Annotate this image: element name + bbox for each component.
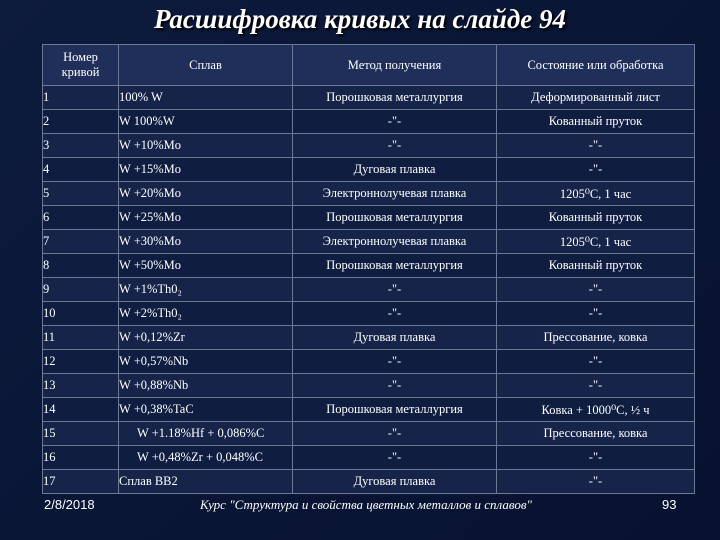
table-row <box>43 422 695 446</box>
cell-method: Порошковая металлургия <box>293 206 497 230</box>
header-alloy: Сплав <box>119 45 293 86</box>
cell-method: Порошковая металлургия <box>293 398 497 422</box>
cell-curve-number: 11 <box>43 326 119 350</box>
table-row <box>43 206 695 230</box>
table-body <box>43 86 695 494</box>
table-row <box>43 470 695 494</box>
cell-method: -"- <box>293 446 497 470</box>
cell-method: -"- <box>293 278 497 302</box>
cell-curve-number: 9 <box>43 278 119 302</box>
cell-curve-number: 7 <box>43 230 119 254</box>
cell-method: Порошковая металлургия <box>293 254 497 278</box>
footer-date: 2/8/2018 <box>44 497 95 512</box>
cell-alloy: W +10%Mo <box>119 134 293 158</box>
cell-curve-number: 16 <box>43 446 119 470</box>
cell-state: Ковка + 1000⁰С, ½ ч <box>497 398 695 422</box>
cell-method: -"- <box>293 134 497 158</box>
cell-alloy: W +1%Th0₂ <box>119 278 293 302</box>
cell-curve-number: 4 <box>43 158 119 182</box>
table-row <box>43 350 695 374</box>
cell-alloy: 100% W <box>119 86 293 110</box>
cell-curve-number: 3 <box>43 134 119 158</box>
cell-curve-number: 8 <box>43 254 119 278</box>
cell-method: -"- <box>293 110 497 134</box>
cell-curve-number: 6 <box>43 206 119 230</box>
cell-alloy: W +25%Mo <box>119 206 293 230</box>
footer-course: Курс "Структура и свойства цветных металлов и сплавов" <box>200 497 532 512</box>
cell-alloy: W 100%W <box>119 110 293 134</box>
cell-method: -"- <box>293 374 497 398</box>
cell-alloy: W +1.18%Hf + 0,086%C <box>119 422 293 446</box>
cell-alloy: Сплав ВВ2 <box>119 470 293 494</box>
cell-state: Деформированный лист <box>497 86 695 110</box>
cell-method: Дуговая плавка <box>293 326 497 350</box>
table-row <box>43 110 695 134</box>
cell-curve-number: 14 <box>43 398 119 422</box>
cell-state: -"- <box>497 470 695 494</box>
cell-curve-number: 12 <box>43 350 119 374</box>
cell-alloy: W +30%Mo <box>119 230 293 254</box>
cell-method: Дуговая плавка <box>293 158 497 182</box>
slide-title: Расшифровка кривых на слайде 94 <box>153 4 567 34</box>
cell-curve-number: 10 <box>43 302 119 326</box>
cell-method: Электроннолучевая плавка <box>293 230 497 254</box>
cell-state: -"- <box>497 158 695 182</box>
table-row <box>43 230 695 254</box>
cell-curve-number: 15 <box>43 422 119 446</box>
cell-alloy: W +0,88%Nb <box>119 374 293 398</box>
cell-state: Прессование, ковка <box>497 422 695 446</box>
cell-state: -"- <box>497 446 695 470</box>
table-row <box>43 374 695 398</box>
header-curve-number: Номер кривой <box>43 45 119 86</box>
cell-method: Электроннолучевая плавка <box>293 182 497 206</box>
table-row <box>43 326 695 350</box>
cell-state: Кованный пруток <box>497 254 695 278</box>
cell-alloy: W +0,57%Nb <box>119 350 293 374</box>
cell-curve-number: 13 <box>43 374 119 398</box>
cell-method: -"- <box>293 350 497 374</box>
cell-curve-number: 1 <box>43 86 119 110</box>
cell-state: Кованный пруток <box>497 110 695 134</box>
table-row <box>43 86 695 110</box>
cell-method: -"- <box>293 422 497 446</box>
cell-curve-number: 5 <box>43 182 119 206</box>
cell-alloy: W +0,12%Zr <box>119 326 293 350</box>
cell-alloy: W +2%Th0₂ <box>119 302 293 326</box>
cell-state: -"- <box>497 134 695 158</box>
table-row <box>43 446 695 470</box>
header-state: Состояние или обработка <box>497 45 695 86</box>
table-row <box>43 278 695 302</box>
cell-curve-number: 2 <box>43 110 119 134</box>
cell-state: -"- <box>497 374 695 398</box>
table-row <box>43 158 695 182</box>
cell-alloy: W +0,48%Zr + 0,048%C <box>119 446 293 470</box>
cell-state: Прессование, ковка <box>497 326 695 350</box>
cell-state: -"- <box>497 302 695 326</box>
table-row <box>43 134 695 158</box>
cell-curve-number: 17 <box>43 470 119 494</box>
cell-alloy: W +20%Mo <box>119 182 293 206</box>
cell-state: 1205⁰С, 1 час <box>497 230 695 254</box>
cell-alloy: W +0,38%TaC <box>119 398 293 422</box>
cell-method: Дуговая плавка <box>293 470 497 494</box>
cell-alloy: W +50%Mo <box>119 254 293 278</box>
cell-state: Кованный пруток <box>497 206 695 230</box>
cell-method: -"- <box>293 302 497 326</box>
table-row <box>43 182 695 206</box>
table-row <box>43 302 695 326</box>
cell-alloy: W +15%Mo <box>119 158 293 182</box>
header-method: Метод получения <box>293 45 497 86</box>
table-header-row <box>43 45 695 86</box>
cell-method: Порошковая металлургия <box>293 86 497 110</box>
page-number: 93 <box>662 497 677 512</box>
table-row <box>43 254 695 278</box>
cell-state: -"- <box>497 350 695 374</box>
curves-table <box>42 44 695 494</box>
cell-state: -"- <box>497 278 695 302</box>
table-row <box>43 398 695 422</box>
cell-state: 1205⁰С, 1 час <box>497 182 695 206</box>
